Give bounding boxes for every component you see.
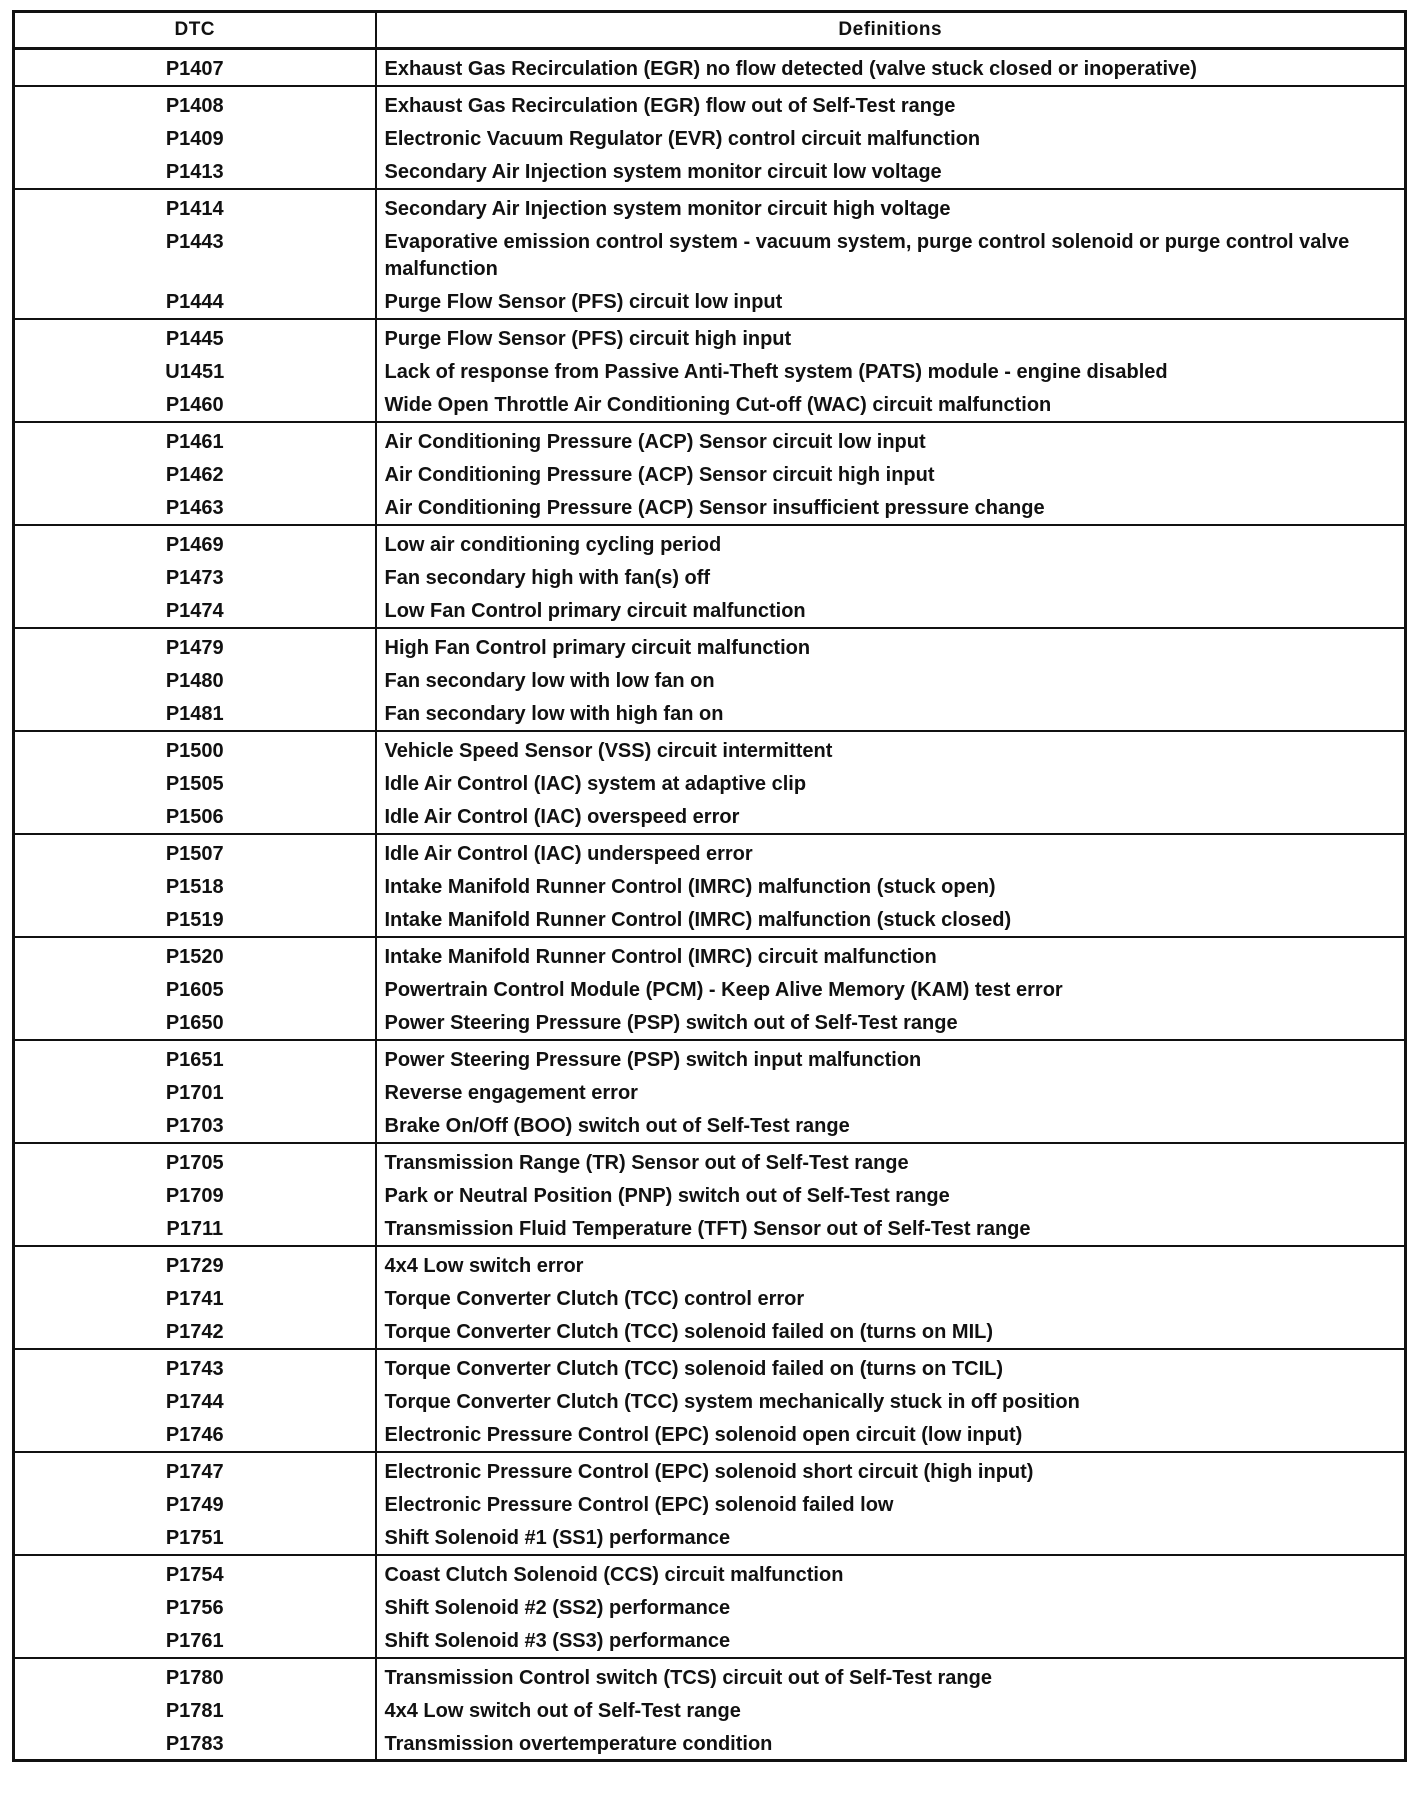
dtc-code-cell: P1463 [14,492,376,525]
table-row [14,1143,1406,1180]
table-body [14,49,1406,1761]
table-row [14,492,1406,525]
dtc-definition-cell: Powertrain Control Module (PCM) - Keep Alive Memory (KAM) test error [384,978,1063,1001]
table-row [14,1180,1406,1213]
table-row [14,319,1406,356]
table-row [14,123,1406,156]
dtc-code-cell: P1519 [14,904,376,937]
table-row [14,1658,1406,1695]
table-row [14,1489,1406,1522]
dtc-definition-cell: Air Conditioning Pressure (ACP) Sensor circuit low input [376,422,1406,459]
dtc-definition-cell: Low air conditioning cycling period [376,525,1406,562]
table-row [14,1625,1406,1658]
table-row [14,1316,1406,1349]
dtc-code-cell: P1650 [14,1007,376,1040]
table-row [14,286,1406,319]
column-header-definitions: Definitions [376,12,1406,49]
table-row [14,1386,1406,1419]
dtc-code-cell: P1711 [14,1213,376,1246]
dtc-code-cell: P1507 [14,834,376,871]
dtc-definition-cell: Transmission Control switch (TCS) circuit out of Self-Test range [376,1658,1406,1695]
dtc-definition-cell: Shift Solenoid #3 (SS3) performance [384,1629,731,1652]
dtc-definition-cell: Air Conditioning Pressure (ACP) Sensor insufficient pressure change [384,496,1045,519]
dtc-code-cell: P1444 [14,286,376,319]
table-row [14,801,1406,834]
dtc-code-cell: P1473 [14,562,376,595]
table-row [14,628,1406,665]
table-row [14,389,1406,422]
dtc-definition-cell: Reverse engagement error [384,1081,638,1104]
dtc-definition-cell: Torque Converter Clutch (TCC) solenoid failed on (turns on MIL) [384,1320,993,1343]
table-row [14,1728,1406,1761]
header-row [14,12,1406,49]
dtc-definition-cell: Wide Open Throttle Air Conditioning Cut-off (WAC) circuit malfunction [384,393,1052,416]
table-row [14,1110,1406,1143]
dtc-code-cell: P1506 [14,801,376,834]
column-header-dtc: DTC [14,12,376,49]
table-row [14,871,1406,904]
dtc-code-cell: P1744 [14,1386,376,1419]
dtc-definition-cell: High Fan Control primary circuit malfunction [376,628,1406,665]
dtc-code-cell: P1742 [14,1316,376,1349]
dtc-code-cell: P1407 [14,49,376,86]
dtc-definition-cell: Transmission Fluid Temperature (TFT) Sensor out of Self-Test range [384,1217,1031,1240]
table-row [14,1007,1406,1040]
table-row [14,731,1406,768]
dtc-code-cell: P1481 [14,698,376,731]
dtc-definition-cell: Air Conditioning Pressure (ACP) Sensor circuit high input [384,463,935,486]
dtc-definition-cell: Idle Air Control (IAC) system at adaptive clip [384,772,807,795]
dtc-definition-cell: Vehicle Speed Sensor (VSS) circuit intermittent [376,731,1406,768]
dtc-definition-cell: Evaporative emission control system - vacuum system, purge control solenoid or purge control valve malfunction [384,230,1350,280]
dtc-definition-cell: Shift Solenoid #2 (SS2) performance [384,1596,731,1619]
table-row [14,1452,1406,1489]
table-header [14,12,1406,49]
table-row [14,1695,1406,1728]
dtc-code-cell: P1520 [14,937,376,974]
dtc-code-cell: P1414 [14,189,376,226]
table-row [14,1349,1406,1386]
dtc-definitions-table [12,10,1407,1762]
table-row [14,1246,1406,1283]
table-row [14,1555,1406,1592]
dtc-definition-cell: Power Steering Pressure (PSP) switch input malfunction [376,1040,1406,1077]
dtc-code-cell: P1480 [14,665,376,698]
dtc-code-cell: P1747 [14,1452,376,1489]
dtc-code-cell: P1754 [14,1555,376,1592]
dtc-definition-cell: Fan secondary low with low fan on [384,669,715,692]
dtc-code-cell: P1462 [14,459,376,492]
dtc-definition-cell: 4x4 Low switch out of Self-Test range [384,1699,741,1722]
table-row [14,1077,1406,1110]
dtc-code-cell: P1741 [14,1283,376,1316]
dtc-code-cell: P1701 [14,1077,376,1110]
dtc-definition-cell: Low Fan Control primary circuit malfunction [384,599,806,622]
dtc-code-cell: P1705 [14,1143,376,1180]
dtc-code-cell: P1505 [14,768,376,801]
table-row [14,1419,1406,1452]
dtc-code-cell: P1474 [14,595,376,628]
table-row [14,459,1406,492]
table-row [14,1522,1406,1555]
table-row [14,974,1406,1007]
dtc-code-cell: P1749 [14,1489,376,1522]
table-row [14,1592,1406,1625]
table-row [14,49,1406,86]
table-row [14,768,1406,801]
dtc-definition-cell: Torque Converter Clutch (TCC) control error [384,1287,805,1310]
dtc-code-cell: P1709 [14,1180,376,1213]
dtc-code-cell: P1756 [14,1592,376,1625]
dtc-definition-cell: Purge Flow Sensor (PFS) circuit high input [376,319,1406,356]
table-row [14,665,1406,698]
dtc-code-cell: P1443 [14,226,376,286]
dtc-definition-cell: Electronic Vacuum Regulator (EVR) control circuit malfunction [384,127,981,150]
table-row [14,525,1406,562]
dtc-definition-cell: Lack of response from Passive Anti-Theft system (PATS) module - engine disabled [384,360,1168,383]
dtc-code-cell: P1751 [14,1522,376,1555]
dtc-definition-cell: Torque Converter Clutch (TCC) system mechanically stuck in off position [384,1390,1080,1413]
dtc-definition-cell: Transmission overtemperature condition [384,1732,773,1755]
table-row [14,86,1406,123]
dtc-code-cell: P1408 [14,86,376,123]
table-row [14,1213,1406,1246]
dtc-definition-cell: Fan secondary high with fan(s) off [384,566,711,589]
dtc-code-cell: P1460 [14,389,376,422]
dtc-code-cell: P1703 [14,1110,376,1143]
dtc-definition-cell: Exhaust Gas Recirculation (EGR) flow out of Self-Test range [376,86,1406,123]
dtc-definition-cell: Coast Clutch Solenoid (CCS) circuit malfunction [376,1555,1406,1592]
dtc-definition-cell: Idle Air Control (IAC) underspeed error [376,834,1406,871]
dtc-code-cell: P1518 [14,871,376,904]
dtc-definition-cell: Transmission Range (TR) Sensor out of Self-Test range [376,1143,1406,1180]
dtc-code-cell: P1479 [14,628,376,665]
dtc-code-cell: P1781 [14,1695,376,1728]
dtc-definition-cell: Electronic Pressure Control (EPC) solenoid short circuit (high input) [376,1452,1406,1489]
dtc-definition-cell: Shift Solenoid #1 (SS1) performance [384,1526,731,1549]
table-row [14,226,1406,286]
dtc-code-cell: P1445 [14,319,376,356]
table-row [14,904,1406,937]
table-row [14,356,1406,389]
dtc-definition-cell: Torque Converter Clutch (TCC) solenoid failed on (turns on TCIL) [376,1349,1406,1386]
dtc-definition-cell: Intake Manifold Runner Control (IMRC) circuit malfunction [376,937,1406,974]
dtc-code-cell: P1761 [14,1625,376,1658]
table-row [14,156,1406,189]
dtc-definition-cell: Secondary Air Injection system monitor circuit low voltage [384,160,942,183]
table-row [14,595,1406,628]
dtc-code-cell: P1409 [14,123,376,156]
dtc-definition-cell: Brake On/Off (BOO) switch out of Self-Test range [384,1114,850,1137]
table-row [14,834,1406,871]
dtc-code-cell: P1605 [14,974,376,1007]
dtc-code-cell: U1451 [14,356,376,389]
dtc-code-cell: P1780 [14,1658,376,1695]
dtc-code-cell: P1729 [14,1246,376,1283]
table-row [14,1040,1406,1077]
dtc-definition-cell: Fan secondary low with high fan on [384,702,724,725]
table-row [14,422,1406,459]
dtc-definition-cell: Electronic Pressure Control (EPC) solenoid open circuit (low input) [384,1423,1023,1446]
table-row [14,698,1406,731]
dtc-definition-cell: Idle Air Control (IAC) overspeed error [384,805,740,828]
dtc-definition-cell: Power Steering Pressure (PSP) switch out of Self-Test range [384,1011,958,1034]
dtc-code-cell: P1783 [14,1728,376,1761]
dtc-code-cell: P1469 [14,525,376,562]
dtc-code-cell: P1413 [14,156,376,189]
table-row [14,937,1406,974]
dtc-definition-cell: Intake Manifold Runner Control (IMRC) malfunction (stuck open) [384,875,996,898]
dtc-definition-cell: 4x4 Low switch error [376,1246,1406,1283]
dtc-definition-cell: Intake Manifold Runner Control (IMRC) malfunction (stuck closed) [384,908,1012,931]
dtc-code-cell: P1743 [14,1349,376,1386]
dtc-code-cell: P1746 [14,1419,376,1452]
dtc-definition-cell: Park or Neutral Position (PNP) switch out of Self-Test range [384,1184,950,1207]
table-row [14,189,1406,226]
table-row [14,1283,1406,1316]
dtc-definition-cell: Electronic Pressure Control (EPC) solenoid failed low [384,1493,894,1516]
dtc-code-cell: P1651 [14,1040,376,1077]
dtc-code-cell: P1461 [14,422,376,459]
table-row [14,562,1406,595]
dtc-definition-cell: Purge Flow Sensor (PFS) circuit low input [384,290,783,313]
dtc-definition-cell: Exhaust Gas Recirculation (EGR) no flow detected (valve stuck closed or inoperative) [384,58,1197,80]
dtc-definition-cell: Secondary Air Injection system monitor circuit high voltage [376,189,1406,226]
dtc-code-cell: P1500 [14,731,376,768]
